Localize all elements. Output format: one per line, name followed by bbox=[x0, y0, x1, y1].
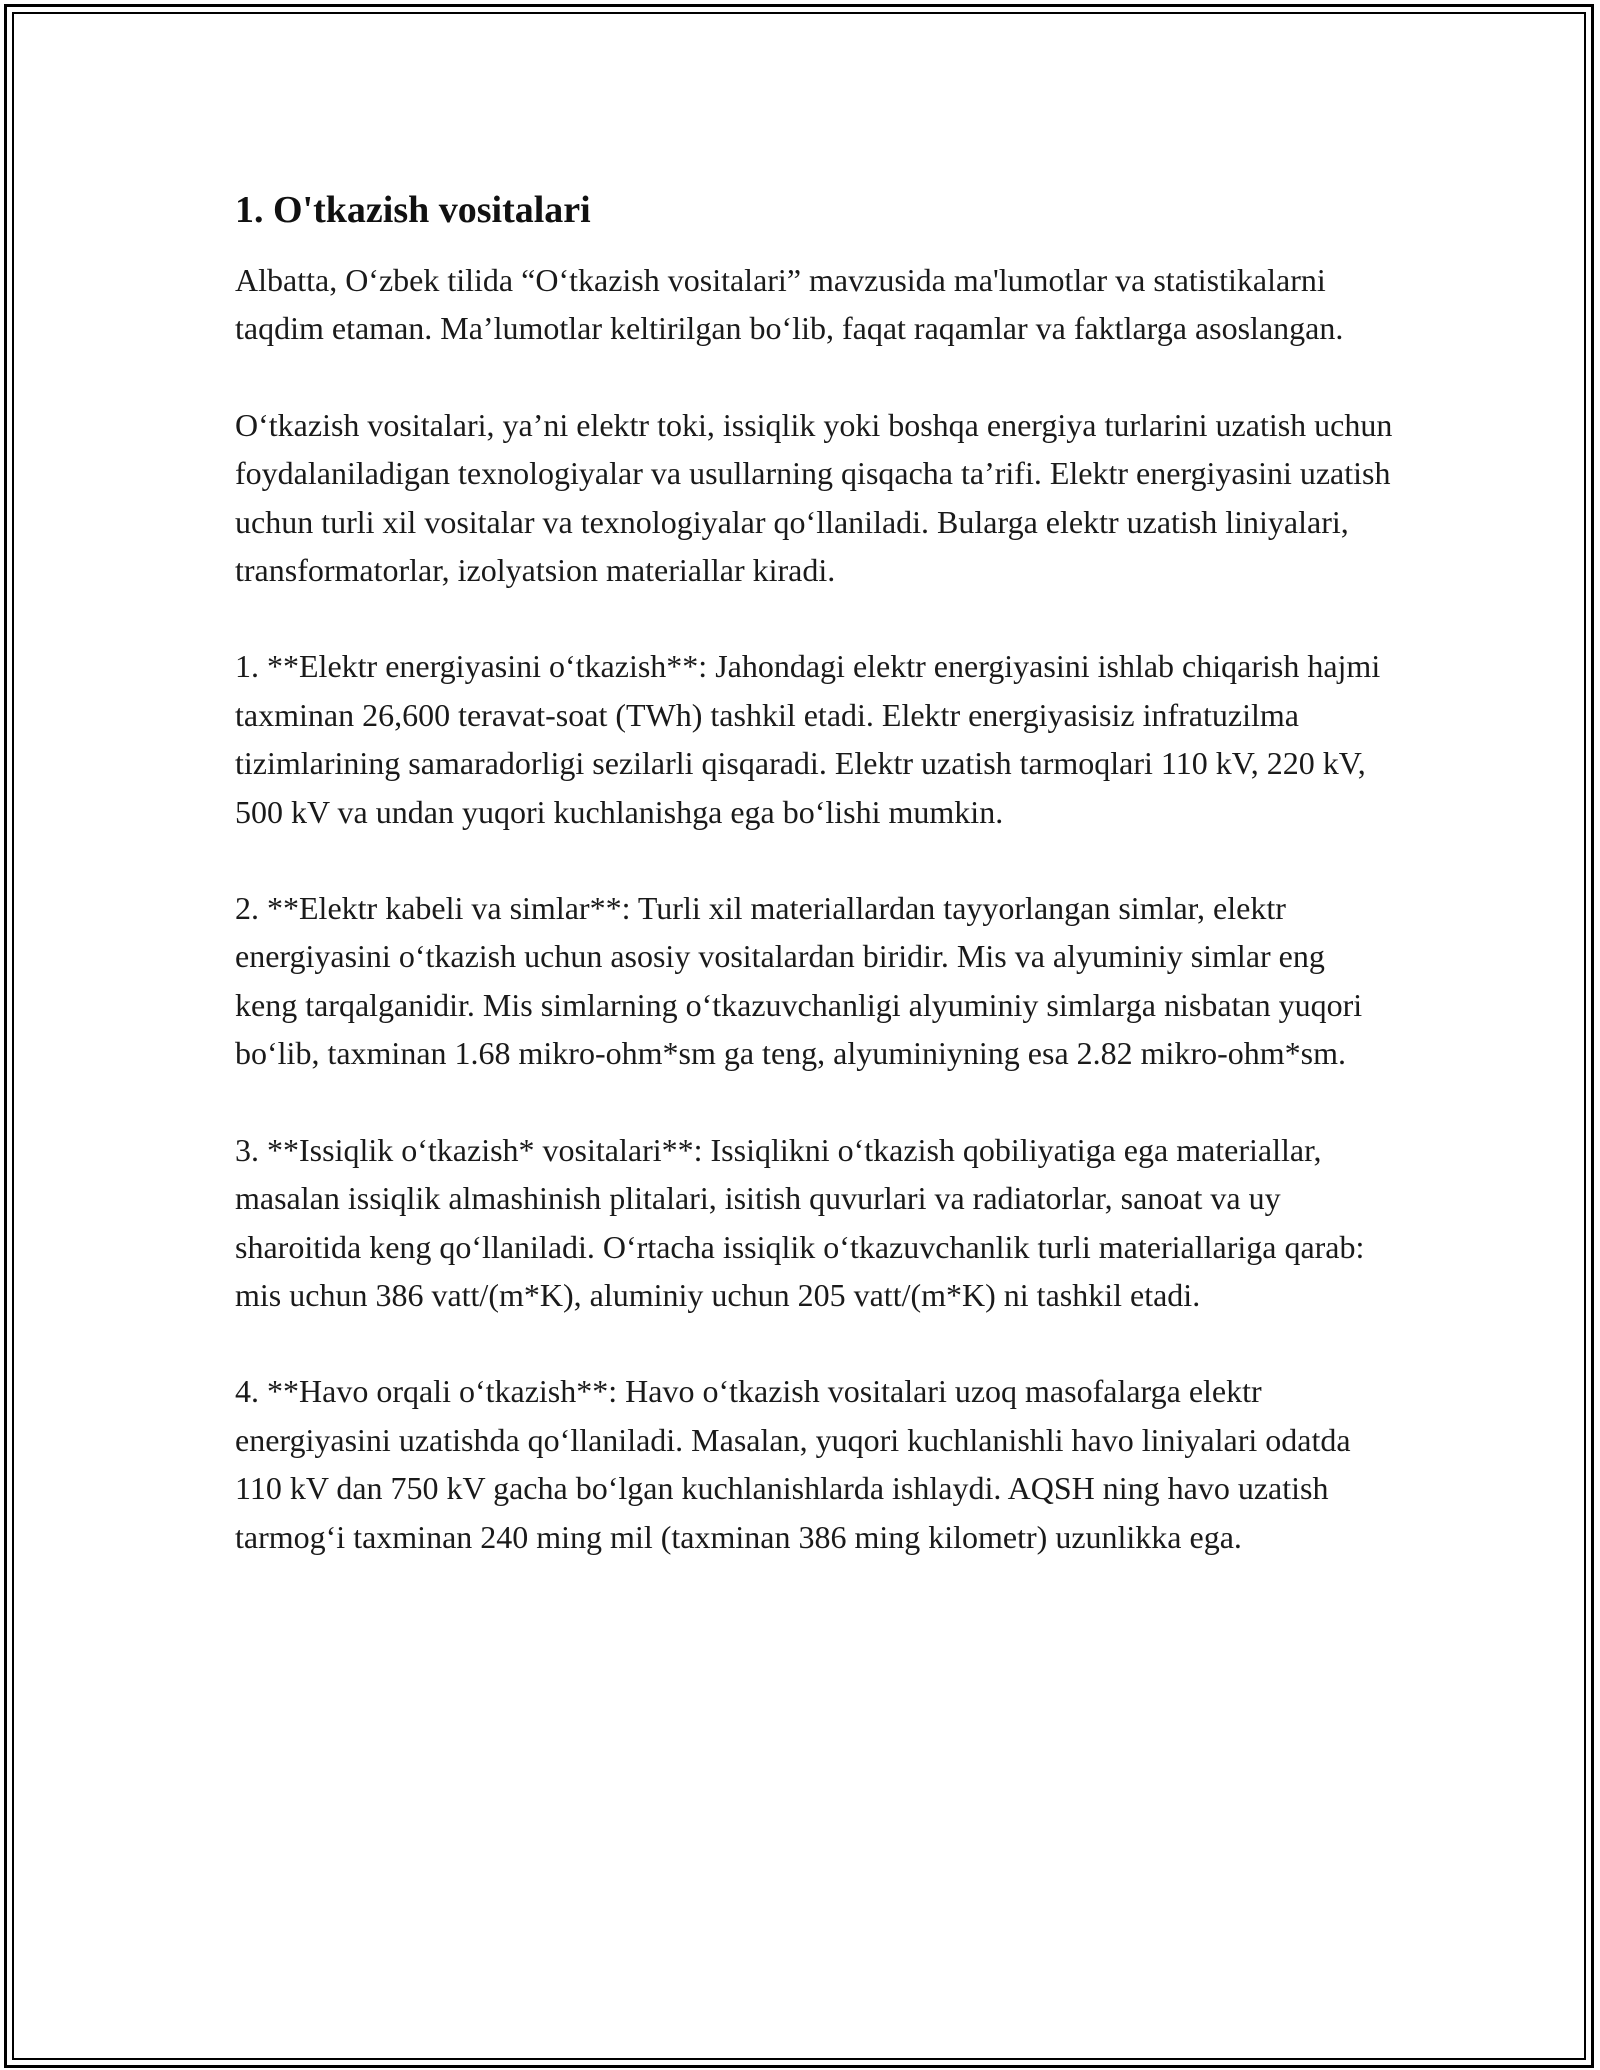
list-item-electric-transmission: 1. **Elektr energiyasini o‘tkazish**: Jahondagi elektr energiyasini ishlab chiqarish hajmi taxminan 26,600 teravat-soat (TWh) tashkil etadi. Elektr energiyasisiz infratuzilma tizimlarining samaradorligi sezilarli qisqaradi. Elektr uzatish tarmoqlari 110 kV, 220 kV, 500 kV va undan yuqori kuchlanishga ega bo‘lishi mumkin. bbox=[235, 648, 1381, 830]
definition-paragraph: O‘tkazish vositalari, ya’ni elektr toki, issiqlik yoki boshqa energiya turlarini uzatish uchun foydalaniladigan texnologiyalar va usullarning qisqacha ta’rifi. Elektr energiyasini uzatish uchun turli xil vositalar va texnologiyalar qo‘llaniladi. Bularga elektr uzatish liniyalari, transformatorlar, izolyatsion materiallar kiradi. bbox=[235, 406, 1393, 589]
list-item-cables-wires: 2. **Elektr kabeli va simlar**: Turli xil materiallardan tayyorlangan simlar, elektr energiyasini o‘tkazish uchun asosiy vositalardan biridir. Mis va alyuminiy simlar eng keng tarqalganidir. Mis simlarning o‘tkazuvchanligi alyuminiy simlarga nisbatan yuqori bo‘lib, taxminan 1.68 mikro-ohm*sm ga teng, alyuminiyning esa 2.82 mikro-ohm*sm. bbox=[235, 890, 1363, 1072]
list-item-heat-transfer: 3. **Issiqlik o‘tkazish* vositalari**: Issiqlikni o‘tkazish qobiliyatiga ega materiallar, masalan issiqlik almashinish plitalari, isitish quvurlari va radiatorlar, sanoat va uy sharoitida keng qo‘llaniladi. O‘rtacha issiqlik o‘tkazuvchanlik turli materiallariga qarab: mis uchun 386 vatt/(m*K), aluminiy uchun 205 vatt/(m*K) ni tashkil etadi. bbox=[235, 1131, 1365, 1313]
section-heading: 1. O'tkazish vositalari bbox=[235, 189, 591, 231]
document-body bbox=[235, 186, 1395, 1609]
list-item-overhead-lines: 4. **Havo orqali o‘tkazish**: Havo o‘tkazish vositalari uzoq masofalarga elektr energiyasini uzatishda qo‘llaniladi. Masalan, yuqori kuchlanishli havo liniyalari odatda 110 kV dan 750 kV gacha bo‘lgan kuchlanishlarda ishlaydi. AQSH ning havo uzatish tarmog‘i taxminan 240 ming mil (taxminan 386 ming kilometr) uzunlikka ega. bbox=[235, 1373, 1351, 1555]
intro-paragraph: Albatta, O‘zbek tilida “O‘tkazish vositalari” mavzusida ma'lumotlar va statistikalarni taqdim etaman. Ma’lumotlar keltirilgan bo‘lib, faqat raqamlar va faktlarga asoslangan. bbox=[235, 262, 1344, 347]
